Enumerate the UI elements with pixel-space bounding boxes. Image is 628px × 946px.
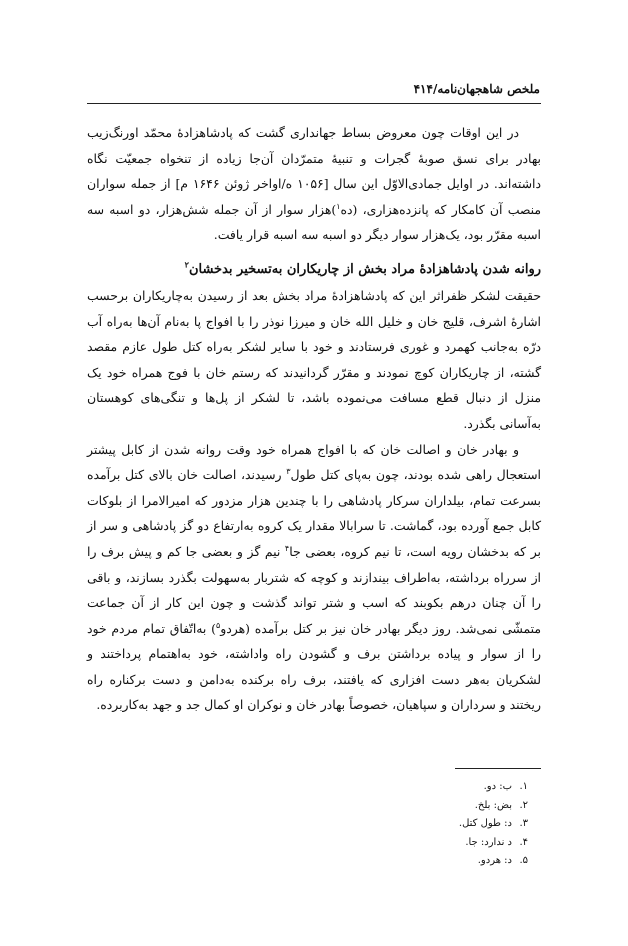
footnote-item: ۵.د: هردو. <box>477 855 528 867</box>
main-text <box>87 120 541 718</box>
footnote-rule <box>455 768 541 769</box>
footnote-ref-1: ۱ <box>336 201 341 211</box>
footnote-ref-4: ۴ <box>284 543 290 553</box>
footnote-item: ۳.د: طول کتل. <box>458 818 528 830</box>
paragraph-3: و بهادر خان و اصالت خان که با افواج همراه خود وقت روانه شدن از کابل پیشتر استعجال راهی شده بودند، چون به‌پای کتل طول$^۳$ رسیدند، اصالت خان بالای کتل برآمده بسرعت تمام، بیلداران سرکار پادشاهی را با چندین هزار مزدور که امیرالامرا از بلوکات کابل جمع آورده بود، گماشت. تا سرابالا مقدار یک کروه به‌ارتفاع دو گز پادشاهی و سر از بر که بدخشان رویه است، تا نیم کروه، بعضی جا$^۴$ نیم گز و بعضی جا کم و پیش برف را از سرراه برداشته، به‌اطراف بیندازند و کوچه که شتربار به‌سهولت بگذرد بسازند، و باقی را آن چنان درهم بکوبند که اسب و شتر تواند گذشت و چون این کار از آن جماعت متمشّی نمی‌شد. روز دیگر بهادر خان نیز بر کتل برآمده (هردو$^۵$) به‌اتّفاق تمام مردم خود را از سوار و پیاده برداشتن برف و گشودن راه واداشته، خود به‌اهتمام پرداختند و لشکریان به‌هر دست افزاری که یافتند، برف راه برکنده به‌دامن و دست برکناره راه ریختند و سرداران و سپاهیان، خصوصاً بهادر خان و نوکران او کمال جد و جهد به‌کاربرده. <box>87 441 541 713</box>
footnote-ref-3: ۳ <box>286 467 291 476</box>
footnote-item: ۴.د ندارد: جا. <box>465 836 528 848</box>
running-header: ملخص شاهجهان‌نامه/۴۱۴ <box>413 82 540 96</box>
footnote-ref-5: ۵ <box>216 620 221 630</box>
footnote-ref-2: ۲ <box>184 259 189 270</box>
header-rule <box>87 103 541 104</box>
section-heading: روانه شدن پادشاهزادهٔ مراد بخش از چاریکاران به‌تسخیر بدخشان$^۲$ <box>184 259 541 277</box>
paragraph-1: در این اوقات چون معروض بساط جهانداری گشت که پادشاهزادهٔ محمّد اورنگ‌زیب بهادر برای نسق صوبهٔ گجرات و تنبیهٔ متمرّدان آن‌جا زیاده از تنخواه جمعیّت نگاه داشته‌اند. در اوایل جمادی‌الاوّل این سال [۱۰۵۶ ه/اواخر ژوئن ۱۶۴۶ م] از جمله سواران منصب آن کامکار که پانزده‌هزاری، (ده$^۱$)هزار سوار از آن جمله شش‌هزار، دو اسبه سه اسبه مقرّر بود، یک‌هزار سوار دیگر دو اسبه سه اسبه قرار یافت. <box>87 125 541 243</box>
paragraph-2: حقیقت لشکر ظفراثر این که پادشاهزادهٔ مراد بخش بعد از رسیدن به‌چاریکاران برحسب اشارهٔ اشرف، قلیج خان و خلیل الله خان و میرزا نوذر را با افواج پا به‌نام آن‌ها به‌راه آب درّه به‌جانب کهمرد و غوری فرستادند و خود با سایر لشکر به‌راه کتل طول عازم مقصد گشته، از چاریکاران کوچ نمودند و مقرّر گردانیدند که رستم خان با فوج همراه خود یک منزل از دنبال قطع مسافت می‌نموده باشد، تا لشکر از پل‌ها و تنگی‌های کوهستان به‌آسانی بگذرد. <box>87 287 541 431</box>
footnote-item: ۲.بض: بلخ. <box>474 799 528 811</box>
footnotes <box>459 778 528 871</box>
footnote-item: ۱.ب: دو. <box>483 781 528 792</box>
